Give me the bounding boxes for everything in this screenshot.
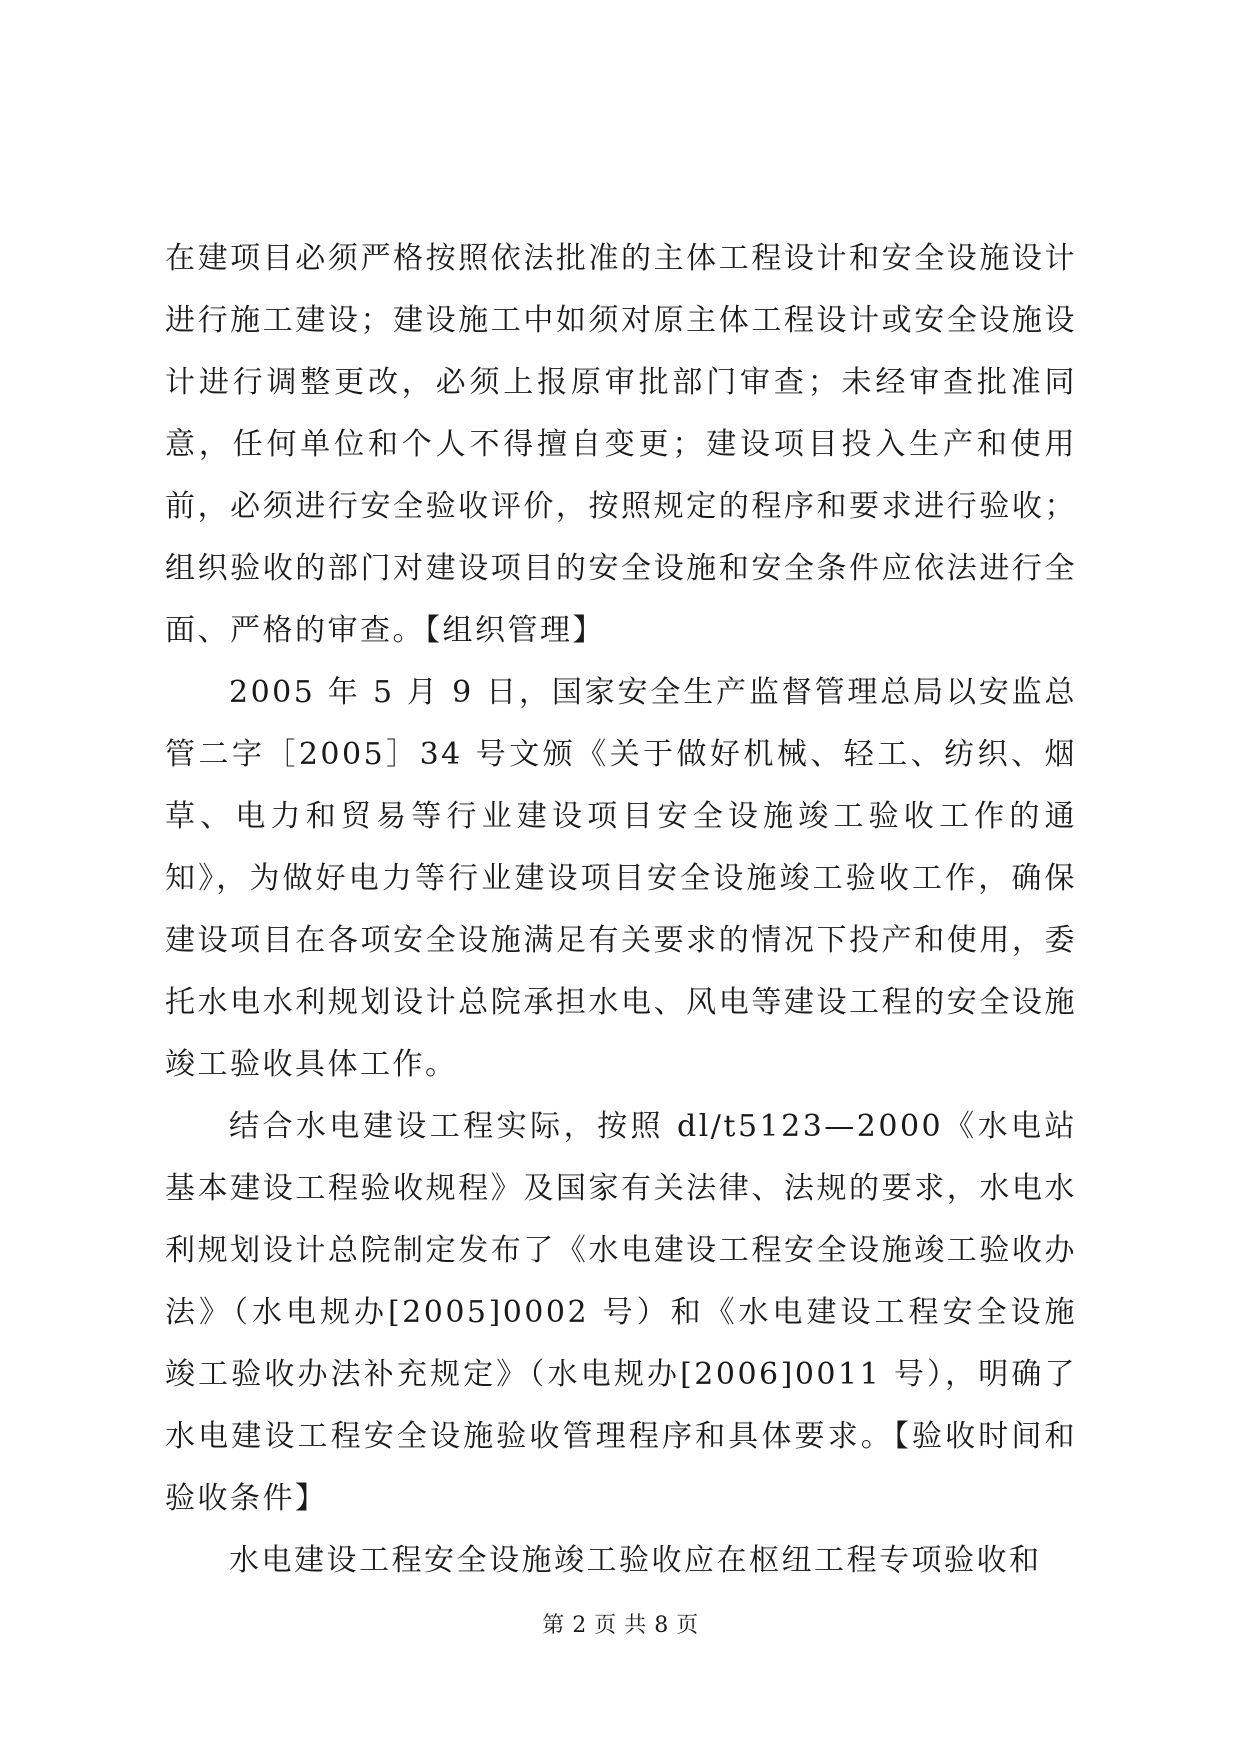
document-body xyxy=(165,228,1077,1592)
paragraph-construction-requirements: 在建项目必须严格按照依法批准的主体工程设计和安全设施设计进行施工建设；建设施工中如须对原主体工程设计或安全设施设计进行调整更改，必须上报原审批部门审查；未经审查批准同意，任何单位和个人不得擅自变更；建设项目投入生产和使用前，必须进行安全验收评价，按照规定的程序和要求进行验收；组织验收的部门对建设项目的安全设施和安全条件应依法进行全面、严格的审查。【组织管理】 xyxy=(165,241,1077,648)
page-number-footer: 第 2 页 共 8 页 xyxy=(542,1613,699,1638)
paragraph-2005-notice: 2005 年 5 月 9 日，国家安全生产监督管理总局以安监总管二字［2005］34 号文颁《关于做好机械、轻工、纺织、烟草、电力和贸易等行业建设项目安全设施竣工验收工作的通知》，为做好电力等行业建设项目安全设施竣工验收工作，确保建设项目在各项安全设施满足有关要求的情况下投产和使用，委托水电水利规划设计总院承担水电、风电等建设工程的安全设施竣工验收具体工作。 xyxy=(165,675,1077,1082)
paragraph-acceptance-regulations: 结合水电建设工程实际，按照 dl/t5123—2000《水电站基本建设工程验收规程》及国家有关法律、法规的要求，水电水利规划设计总院制定发布了《水电建设工程安全设施竣工验收办法》（水电规办[2005]0002 号）和《水电建设工程安全设施竣工验收办法补充规定》（水电规办[2006]0011 号），明确了水电建设工程安全设施验收管理程序和具体要求。【验收时间和验收条件】 xyxy=(165,1109,1077,1516)
paragraph-acceptance-timing: 水电建设工程安全设施竣工验收应在枢纽工程专项验收和 xyxy=(229,1543,1042,1578)
